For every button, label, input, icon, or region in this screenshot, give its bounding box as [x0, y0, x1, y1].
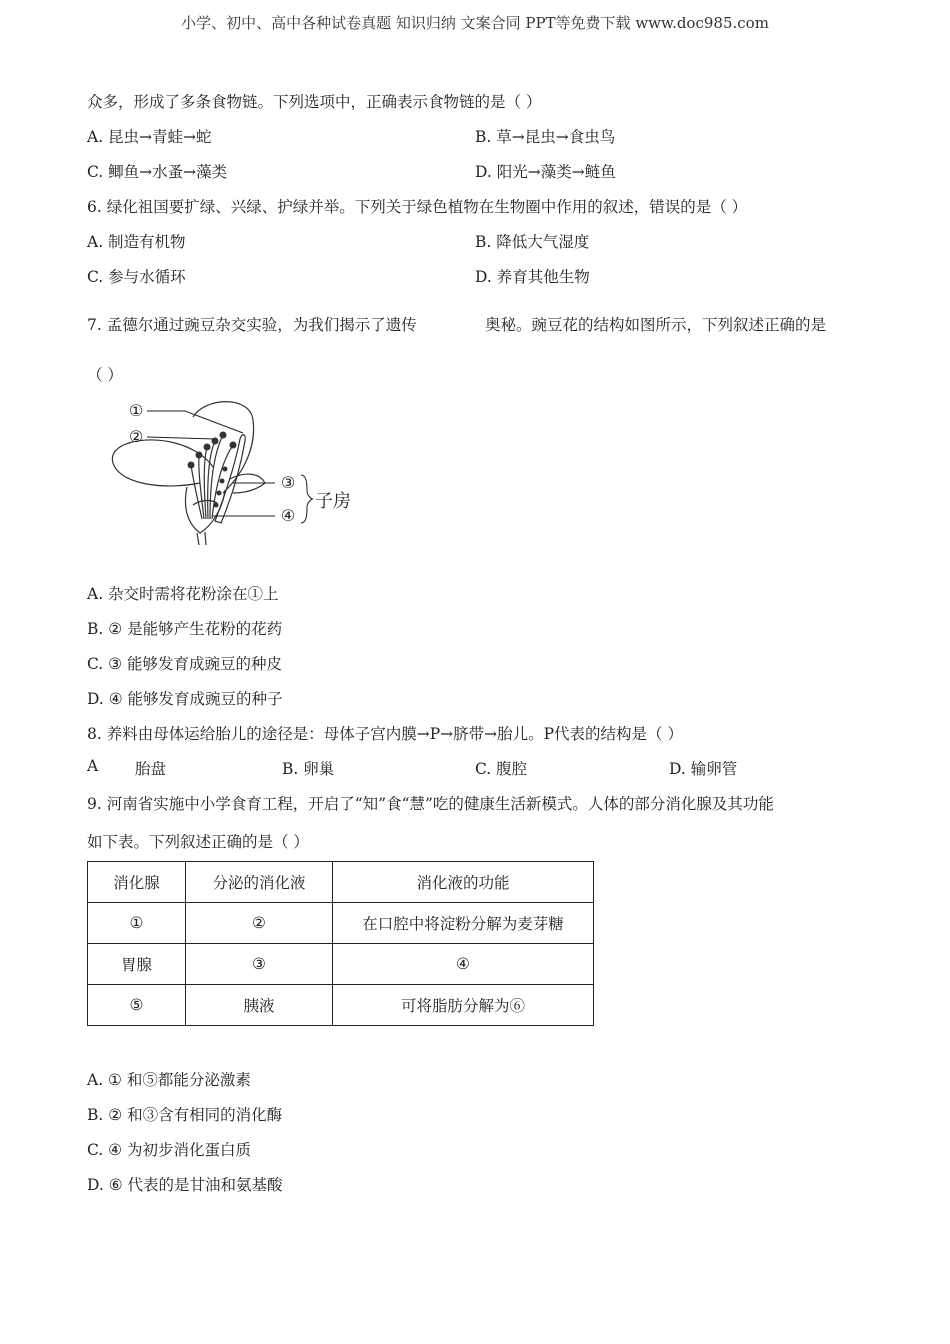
- table-cell: ③: [186, 944, 333, 985]
- table-row: [88, 944, 594, 985]
- q9-option-b: B. ② 和③含有相同的消化酶: [87, 1106, 283, 1124]
- table-cell: ①: [88, 903, 186, 944]
- q6-stem: 6. 绿化祖国要扩绿、兴绿、护绿并举。下列关于绿色植物在生物圈中作用的叙述，错误的是（ ）: [87, 198, 748, 216]
- q9-option-d: D. ⑥ 代表的是甘油和氨基酸: [87, 1176, 283, 1194]
- table-header-cell: 分泌的消化液: [186, 862, 333, 903]
- flower-pistil: [215, 435, 245, 523]
- q9-stem-line2: 如下表。下列叙述正确的是（ ）: [87, 833, 309, 851]
- q8-stem: 8. 养料由母体运给胎儿的途径是：母体子宫内膜→P→脐带→胎儿。P代表的结构是（ ）: [87, 725, 683, 743]
- flower-petal-left: [112, 440, 213, 486]
- anther-dot: [230, 442, 237, 449]
- label-4-text: ④: [280, 506, 296, 525]
- table-cell: ⑤: [88, 985, 186, 1026]
- table-cell: 胃腺: [88, 944, 186, 985]
- table-row: [88, 985, 594, 1026]
- table-cell: 在口腔中将淀粉分解为麦芽糖: [333, 903, 594, 944]
- table-header-cell: 消化腺: [88, 862, 186, 903]
- ovule-dot: [217, 491, 222, 496]
- table-header-row: [88, 862, 594, 903]
- q5-option-c: C. 鲫鱼→水蚤→藻类: [87, 163, 228, 181]
- q7-option-c: C. ③ 能够发育成豌豆的种皮: [87, 655, 282, 673]
- q7-option-b: B. ② 是能够产生花粉的花药: [87, 620, 283, 638]
- q7-stem-part2: 奥秘。豌豆花的结构如图所示，下列叙述正确的是: [485, 316, 827, 334]
- q5-option-d: D. 阳光→藻类→鲢鱼: [475, 163, 616, 181]
- q8-option-c: C. 腹腔: [475, 760, 528, 778]
- q7-option-a: A. 杂交时需将花粉涂在①上: [87, 585, 279, 603]
- ovule-dot: [223, 467, 228, 472]
- q6-option-a: A. 制造有机物: [87, 233, 186, 251]
- q6-option-d: D. 养育其他生物: [475, 268, 590, 286]
- q9-option-c: C. ④ 为初步消化蛋白质: [87, 1141, 251, 1159]
- q9-option-a: A. ① 和⑤都能分泌激素: [87, 1071, 251, 1089]
- q7-stem-paren: （ ）: [87, 366, 123, 384]
- q5-option-b: B. 草→昆虫→食虫鸟: [475, 128, 616, 146]
- anther-dot: [188, 462, 195, 469]
- label-1-text: ①: [128, 401, 144, 420]
- table-cell: ②: [186, 903, 333, 944]
- label-3-text: ③: [280, 473, 296, 492]
- q8-option-a-letter: A: [87, 757, 99, 775]
- pea-flower-figure: [105, 395, 365, 550]
- ovule-dot: [220, 479, 225, 484]
- anther-dot: [196, 452, 203, 459]
- q9-stem-line1: 9. 河南省实施中小学食育工程，开启了“知”食“慧”吃的健康生活新模式。人体的部分消化腺及其功能: [87, 795, 774, 813]
- q7-option-d: D. ④ 能够发育成豌豆的种子: [87, 690, 283, 708]
- q8-option-d: D. 输卵管: [669, 760, 738, 778]
- q6-option-b: B. 降低大气湿度: [475, 233, 590, 251]
- ovary-brace: [301, 475, 313, 523]
- q7-stem-part1: 7. 孟德尔通过豌豆杂交实验，为我们揭示了遗传: [87, 316, 417, 334]
- leader-line-1: [147, 411, 243, 433]
- q5-stem-tail: 众多，形成了多条食物链。下列选项中，正确表示食物链的是（ ）: [87, 93, 542, 111]
- anther-dot: [204, 444, 211, 451]
- leader-line-2: [147, 437, 215, 439]
- q8-option-b: B. 卵巢: [282, 760, 335, 778]
- page-header: 小学、初中、高中各种试卷真题 知识归纳 文案合同 PPT等免费下载 www.doc985.com: [181, 14, 769, 32]
- q6-option-c: C. 参与水循环: [87, 268, 186, 286]
- table-header-cell: 消化液的功能: [333, 862, 594, 903]
- q8-option-a-text: 胎盘: [135, 760, 167, 778]
- ovule-dot: [214, 503, 219, 508]
- table-cell: 可将脂肪分解为⑥: [333, 985, 594, 1026]
- ovary-label: 子房: [315, 491, 351, 512]
- anther-dot: [220, 432, 227, 439]
- label-2-text: ②: [128, 427, 144, 446]
- q5-option-a: A. 昆虫→青蛙→蛇: [87, 128, 212, 146]
- digestive-gland-table: [87, 861, 594, 1026]
- table-cell: 胰液: [186, 985, 333, 1026]
- table-row: [88, 903, 594, 944]
- table-cell: ④: [333, 944, 594, 985]
- flower-stalk: [197, 532, 206, 545]
